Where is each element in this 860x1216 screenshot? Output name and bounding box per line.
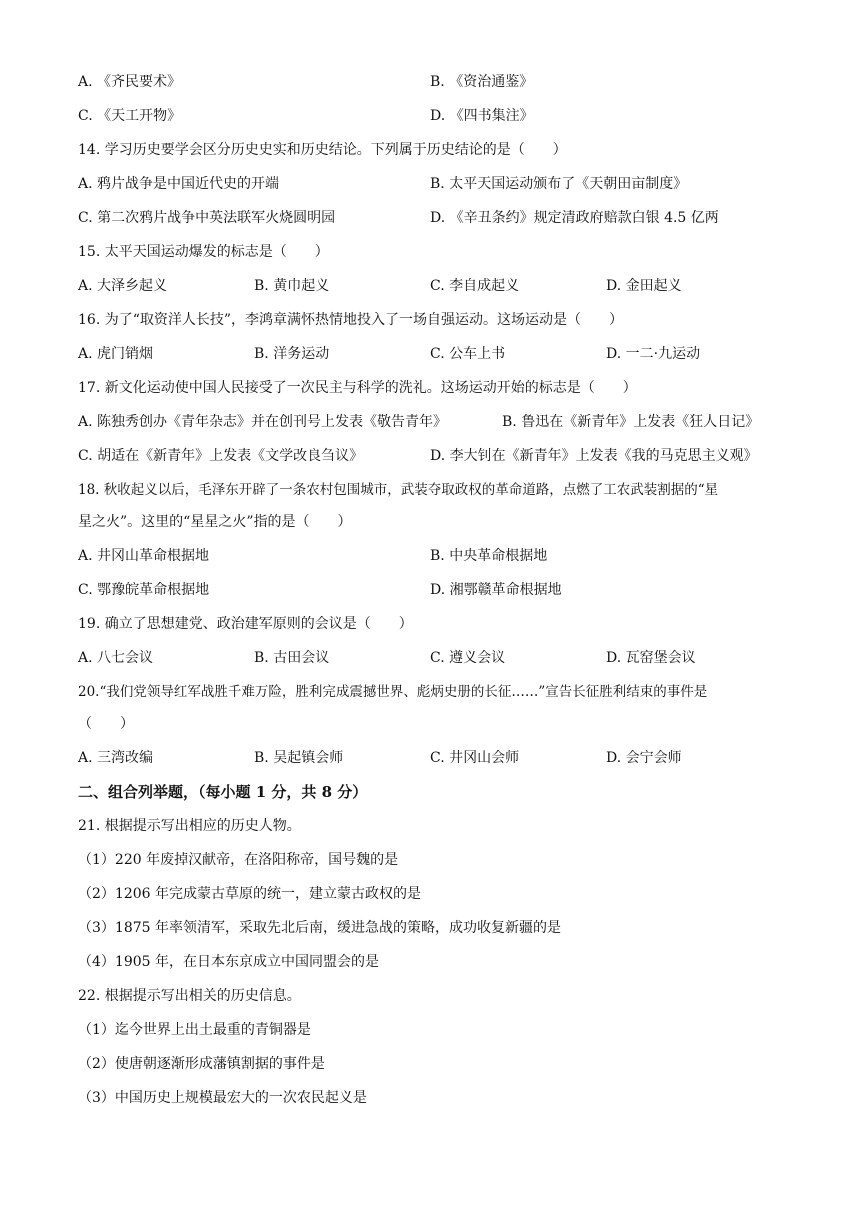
q16-option-c: C. 公车上书	[430, 346, 506, 362]
q19-stem: 19. 确立了思想建党、政治建军原则的会议是（ ）	[78, 616, 413, 632]
q22-item-3: （3）中国历史上规模最宏大的一次农民起义是	[78, 1090, 367, 1106]
q21-item-1: （1）220 年废掉汉献帝，在洛阳称帝，国号魏的是	[78, 852, 399, 868]
q21-stem: 21. 根据提示写出相应的历史人物。	[78, 818, 301, 834]
q17-stem: 17. 新文化运动使中国人民接受了一次民主与科学的洗礼。这场运动开始的标志是（ ）	[78, 380, 637, 396]
q22-stem: 22. 根据提示写出相关的历史信息。	[78, 988, 301, 1004]
q16-option-b: B. 洋务运动	[254, 346, 330, 362]
q19-option-a: A. 八七会议	[78, 650, 154, 666]
q15-option-a: A. 大泽乡起义	[78, 278, 168, 294]
q17-option-a: A. 陈独秀创办《青年杂志》并在创刊号上发表《敬告青年》	[78, 414, 448, 430]
q18-option-b: B. 中央革命根据地	[430, 548, 548, 564]
q18-option-d: D. 湘鄂赣革命根据地	[430, 582, 562, 598]
q15-option-d: D. 金田起义	[606, 278, 682, 294]
q20-stem-line1: 20.“我们党领导红军战胜千难万险，胜利完成震撼世界、彪炳史册的长征……”宣告长征胜利结束的事件是	[78, 684, 708, 700]
q22-item-2: （2）使唐朝逐渐形成藩镇割据的事件是	[78, 1056, 325, 1072]
q20-option-d: D. 会宁会师	[606, 750, 682, 766]
q17-option-d: D. 李大钊在《新青年》上发表《我的马克思主义观》	[430, 448, 758, 464]
q13-option-a: A. 《齐民要术》	[78, 74, 182, 90]
q20-option-c: C. 井冈山会师	[430, 750, 520, 766]
q15-option-c: C. 李自成起义	[430, 278, 520, 294]
q13-option-d: D. 《四书集注》	[430, 108, 534, 124]
q19-option-c: C. 遵义会议	[430, 650, 506, 666]
q16-option-d: D. 一二·九运动	[606, 346, 701, 362]
q19-option-d: D. 瓦窑堡会议	[606, 650, 696, 666]
q20-option-a: A. 三湾改编	[78, 750, 154, 766]
section-2-title: 二、组合列举题，（每小题 1 分，共 8 分）	[78, 783, 368, 801]
q17-option-b: B. 鲁迅在《新青年》上发表《狂人日记》	[502, 414, 760, 430]
q18-stem-line1: 18. 秋收起义以后，毛泽东开辟了一条农村包围城市，武装夺取政权的革命道路，点燃了工农武装割据的“星	[78, 482, 719, 498]
q21-item-2: （2）1206 年完成蒙古草原的统一，建立蒙古政权的是	[78, 886, 421, 902]
q22-item-1: （1）迄今世界上出土最重的青铜器是	[78, 1022, 311, 1038]
q13-option-b: B. 《资治通鉴》	[430, 74, 534, 90]
q17-option-c: C. 胡适在《新青年》上发表《文学改良刍议》	[78, 448, 364, 464]
q14-stem: 14. 学习历史要学会区分历史史实和历史结论。下列属于历史结论的是（ ）	[78, 142, 567, 158]
q14-option-d: D. 《辛丑条约》规定清政府赔款白银 4.5 亿两	[430, 210, 719, 226]
q21-item-4: （4）1905 年，在日本东京成立中国同盟会的是	[78, 954, 379, 970]
q14-option-c: C. 第二次鸦片战争中英法联军火烧圆明园	[78, 210, 336, 226]
q19-option-b: B. 古田会议	[254, 650, 330, 666]
q14-option-a: A. 鸦片战争是中国近代史的开端	[78, 176, 280, 192]
q21-item-3: （3）1875 年率领清军，采取先北后南，缓进急战的策略，成功收复新疆的是	[78, 920, 561, 936]
q13-option-c: C. 《天工开物》	[78, 108, 182, 124]
q18-option-a: A. 井冈山革命根据地	[78, 548, 210, 564]
q15-option-b: B. 黄巾起义	[254, 278, 330, 294]
q16-option-a: A. 虎门销烟	[78, 346, 154, 362]
q18-option-c: C. 鄂豫皖革命根据地	[78, 582, 210, 598]
q16-stem: 16. 为了“取资洋人长技”，李鸿章满怀热情地投入了一场自强运动。这场运动是（ ）	[78, 312, 624, 328]
q20-option-b: B. 吴起镇会师	[254, 750, 344, 766]
q14-option-b: B. 太平天国运动颁布了《天朝田亩制度》	[430, 176, 688, 192]
q20-stem-line2: （ ）	[78, 716, 134, 732]
q15-stem: 15. 太平天国运动爆发的标志是（ ）	[78, 244, 329, 260]
q18-stem-line2: 星之火”。这里的“星星之火”指的是（ ）	[78, 514, 352, 530]
